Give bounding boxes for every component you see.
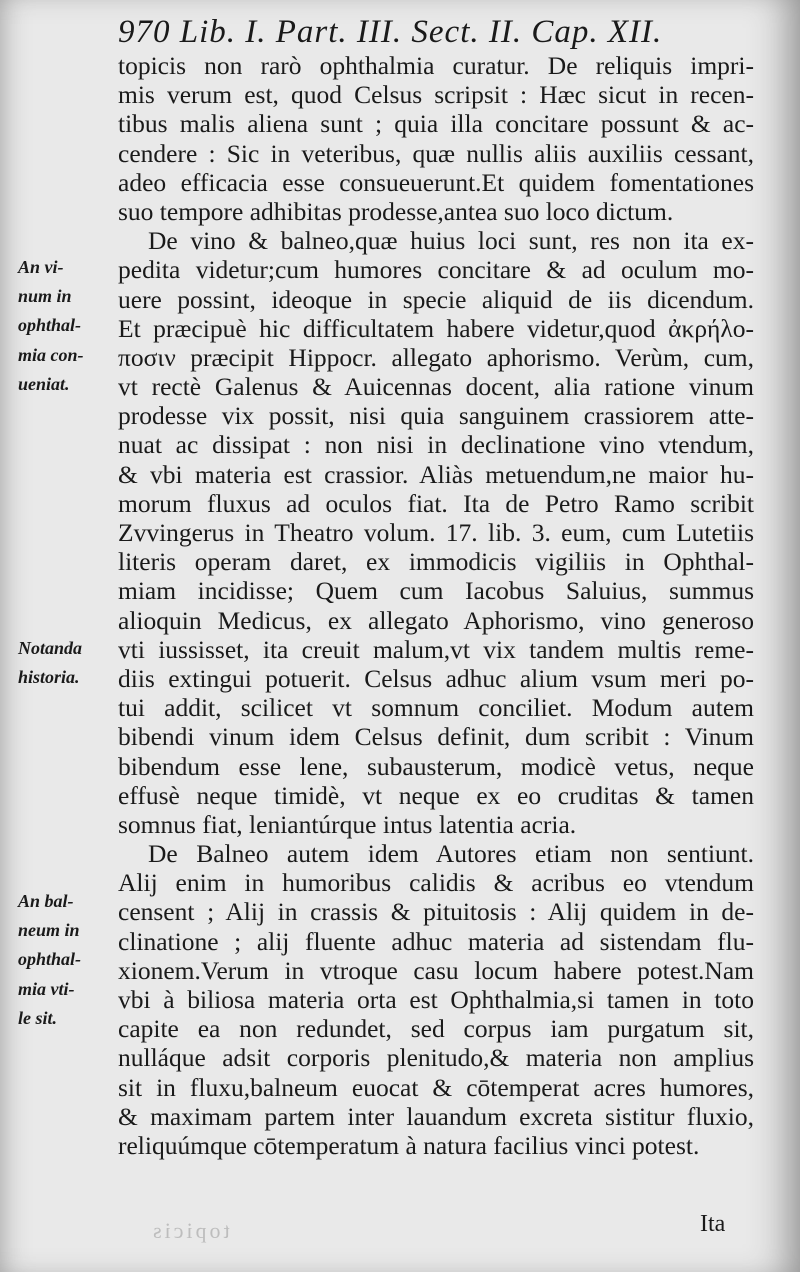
margin-note xyxy=(18,634,116,692)
margin-note-line: Notanda xyxy=(18,638,83,658)
margin-note-line: ophthal- xyxy=(18,949,82,970)
text-line: Alij enim in humoribus calidis & acribus eo vtendum xyxy=(118,868,754,898)
text-line: uere possint, ideoque in specie aliquid de iis dicendum. xyxy=(118,284,754,314)
bleed-through-text: topicis xyxy=(150,1218,230,1243)
margin-note-line: historia. xyxy=(18,667,80,688)
margin-note-line: An bal- xyxy=(18,891,74,911)
text-line: De Balneo autem idem Autores etiam non sentiunt. xyxy=(148,839,754,869)
text-line: diis extingui potuerit. Celsus adhuc alium vsum meri po- xyxy=(118,663,754,693)
text-line: vbi à biliosa materia orta est Ophthalmia,si tamen in toto xyxy=(118,985,754,1014)
catchword: Ita xyxy=(700,1211,726,1237)
margin-note-line: num in xyxy=(18,286,72,307)
text-line: xionem.Verum in vtroque casu locum habere potest.Nam xyxy=(118,955,754,985)
running-header: 970 Lib. I. Part. III. Sect. II. Cap. XII. xyxy=(118,14,663,50)
margin-note-line: ophthal- xyxy=(18,315,82,336)
text-line: & vbi materia est crassior. Aliàs metuendum,ne maior hu- xyxy=(118,459,754,489)
text-line: De vino & balneo,quæ huius loci sunt, res non ita ex- xyxy=(148,226,754,256)
text-line: morum fluxus ad oculos fiat. Ita de Petro Ramo scribit xyxy=(118,488,754,518)
text-line: cendere : Sic in veteribus, quæ nullis aliis auxiliis cessant, xyxy=(118,138,754,168)
text-line: & maximam partem inter lauandum excreta sistitur fluxio, xyxy=(118,1101,754,1131)
text-line: ποσιν præcipit Hippocr. allegato aphorismo. Verùm, cum, xyxy=(118,342,754,372)
body-text xyxy=(118,51,754,1160)
text-line: bibendi vinum idem Celsus definit, dum scribit : Vinum xyxy=(118,722,754,752)
text-line: mis verum est, quod Celsus scripsit : Hæc sicut in recen- xyxy=(118,80,754,110)
text-line: tui addit, scilicet vt somnum conciliet. Modum autem xyxy=(118,693,754,723)
margin-note-line: ueniat. xyxy=(18,373,70,394)
text-line: nuat ac dissipat : non nisi in declinatione vino vtendum, xyxy=(118,430,754,460)
text-line: adeo efficacia esse consueuerunt.Et quidem fomentationes xyxy=(118,167,754,197)
margin-note-line: mia vti- xyxy=(18,978,75,999)
margin-note xyxy=(18,253,116,399)
text-line: somnus fiat, leniantúrque intus latentia acria. xyxy=(118,809,577,839)
text-line: vti iussisset, ita creuit malum,vt vix tandem multis reme- xyxy=(118,634,754,664)
text-line: tibus malis aliena sunt ; quia illa concitare possunt & ac- xyxy=(118,109,754,139)
text-line: prodesse vix possit, nisi quia sanguinem crassiorem atte- xyxy=(118,401,754,431)
text-line: reliquúmque cōtemperatum à natura facilius vinci potest. xyxy=(118,1130,700,1160)
text-line: pedita videtur;cum humores concitare & ad oculum mo- xyxy=(118,255,754,285)
text-line: bibendum esse lene, subausterum, modicè vetus, neque xyxy=(118,751,754,781)
text-line: miam incidisse; Quem cum Iacobus Saluius, summus xyxy=(118,576,754,606)
text-line: suo tempore adhibitas prodesse,antea suo loco dictum. xyxy=(118,196,674,226)
text-line: topicis non rarò ophthalmia curatur. De reliquis impri- xyxy=(118,51,754,80)
margin-note xyxy=(18,887,116,1033)
text-line: vt rectè Galenus & Auicennas docent, alia ratione vinum xyxy=(118,372,754,402)
text-line: effusè neque timidè, vt neque ex eo cruditas & tamen xyxy=(118,780,754,810)
text-line: clinatione ; alij fluente adhuc materia ad sistendam flu- xyxy=(118,926,754,956)
text-line: literis operam daret, ex immodicis vigiliis in Ophthal- xyxy=(118,547,754,577)
margin-note-line: le sit. xyxy=(18,1007,57,1028)
text-line: capite ea non redundet, sed corpus iam purgatum sit, xyxy=(118,1014,754,1044)
text-line: sit in fluxu,balneum euocat & cōtemperat acres humores, xyxy=(118,1072,754,1102)
text-line: censent ; Alij in crassis & pituitosis : Alij quidem in de- xyxy=(118,897,754,927)
margin-note-line: An vi- xyxy=(18,257,64,277)
text-line: Et præcipuè hic difficultatem habere videtur,quod ἀκρήλο- xyxy=(118,313,754,343)
text-line: alioquin Medicus, ex allegato Aphorismo, vino generoso xyxy=(118,605,754,635)
text-line: Zvvingerus in Theatro volum. 17. lib. 3. eum, cum Lutetiis xyxy=(118,518,754,547)
margin-note-line: mia con- xyxy=(18,344,84,365)
margin-note-line: neum in xyxy=(18,920,80,941)
text-line: nulláque adsit corporis plenitudo,& materia non amplius xyxy=(118,1043,754,1073)
